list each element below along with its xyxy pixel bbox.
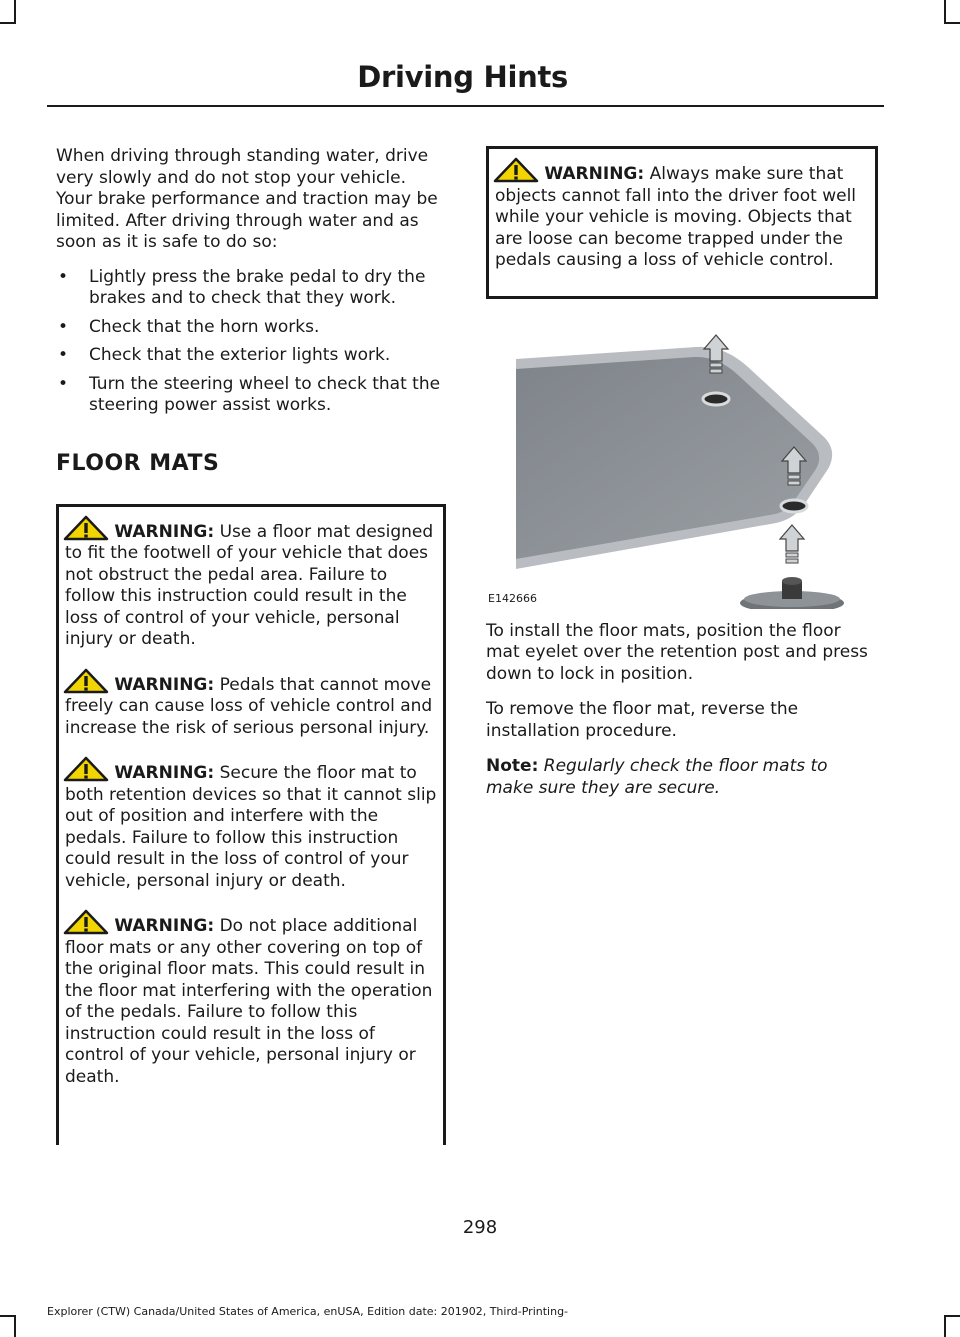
list-item [56,267,446,310]
floor-mat-illustration [486,319,878,609]
list-item [56,345,446,367]
warning-text: Use a floor mat designed to fit the footwell of your vehicle that does not obstruct the pedal area. Failure to follow this instruction could result in the loss of control of your vehicle, personal injury or death. [65,521,434,649]
install-paragraph: To install the floor mats, position the floor mat eyelet over the retention post and press down to lock in position. [486,620,868,684]
list-item-text: Turn the steering wheel to check that the steering power assist works. [89,373,441,415]
left-column [56,146,446,1145]
crop-mark [944,1315,946,1337]
warning-box [56,504,446,1145]
note-label: Note: [486,756,539,776]
warning-label: WARNING: [114,674,215,695]
warning-text: Secure the floor mat to both retention devices so that it cannot slip out of position and interfere with the pedals. Failure to follow this instruction could result in the loss of control of your vehicle, personal injury or death. [65,763,437,891]
crop-mark [14,1315,16,1337]
warning-text: Pedals that cannot move freely can cause loss of vehicle control and increase the risk of serious personal injury. [65,674,433,738]
eyelet [703,393,729,405]
crop-mark [944,22,960,24]
warning-label: WARNING: [114,763,215,783]
page-number: 298 [462,1217,498,1238]
warning-text: Do not place additional floor mats or any other covering on top of the original floor mats. This could result in the floor mat interfering with the operation of the pedals. Failure to follow this instruction could result in the loss of control of your vehicle, personal injury or death. [65,916,433,1087]
warning-box [486,146,878,299]
warning-paragraph [65,515,437,651]
warning-triangle-icon [63,756,109,782]
warning-triangle-icon [493,157,539,183]
bullet-marker: • [58,266,69,287]
warning-label: WARNING: [114,916,215,936]
floor-mat-surface [516,356,819,558]
warning-triangle-icon [63,668,109,694]
bullet-marker: • [58,316,69,337]
crop-mark [0,1315,16,1317]
list-item-text: Check that the exterior lights work. [89,345,391,365]
figure-code: E142666 [488,591,537,605]
floor-mat-drawing [486,319,878,609]
eyelet [781,500,807,512]
right-column [486,146,878,799]
warning-paragraph [65,909,437,1088]
warning-label: WARNING: [114,521,215,542]
crop-mark [0,22,16,24]
warning-label: WARNING: [544,164,645,184]
warning-text: Always make sure that objects cannot fall into the driver foot well while your vehicle is moving. Objects that are loose can become trapped under the pedals causing a loss of vehicle control. [495,164,857,270]
warning-triangle-icon [63,909,109,935]
bullet-list [56,267,446,417]
page-footer: Explorer (CTW) Canada/United States of America, enUSA, Edition date: 201902, Third-Printing- [47,1305,569,1318]
warning-triangle-icon [63,515,109,541]
warning-paragraph [495,157,869,272]
section-title: FLOOR MATS [56,450,220,476]
list-item [56,317,446,339]
bullet-marker: • [58,345,69,365]
note-paragraph [486,756,878,799]
bullet-marker: • [58,373,69,394]
crop-mark [944,0,946,22]
list-item-text: Lightly press the brake pedal to dry the brakes and to check that they work. [89,266,426,308]
arrow-up-icon [780,525,804,563]
remove-paragraph: To remove the floor mat, reverse the installation procedure. [486,699,799,741]
crop-mark [944,1315,960,1317]
retention-post-cap [782,577,802,585]
crop-mark [14,0,16,22]
list-item-text: Check that the horn works. [89,316,320,337]
header-rule [47,105,884,107]
list-item [56,374,446,417]
warning-paragraph [65,668,437,740]
warning-paragraph [65,756,437,892]
intro-paragraph: When driving through standing water, drive very slowly and do not stop your vehicle. Your brake performance and traction may be limited. After driving through water and as soon as it is safe to do so: [56,146,438,252]
note-text: Regularly check the floor mats to make sure they are secure. [486,756,828,798]
page-header-title: Driving Hints [357,60,568,94]
